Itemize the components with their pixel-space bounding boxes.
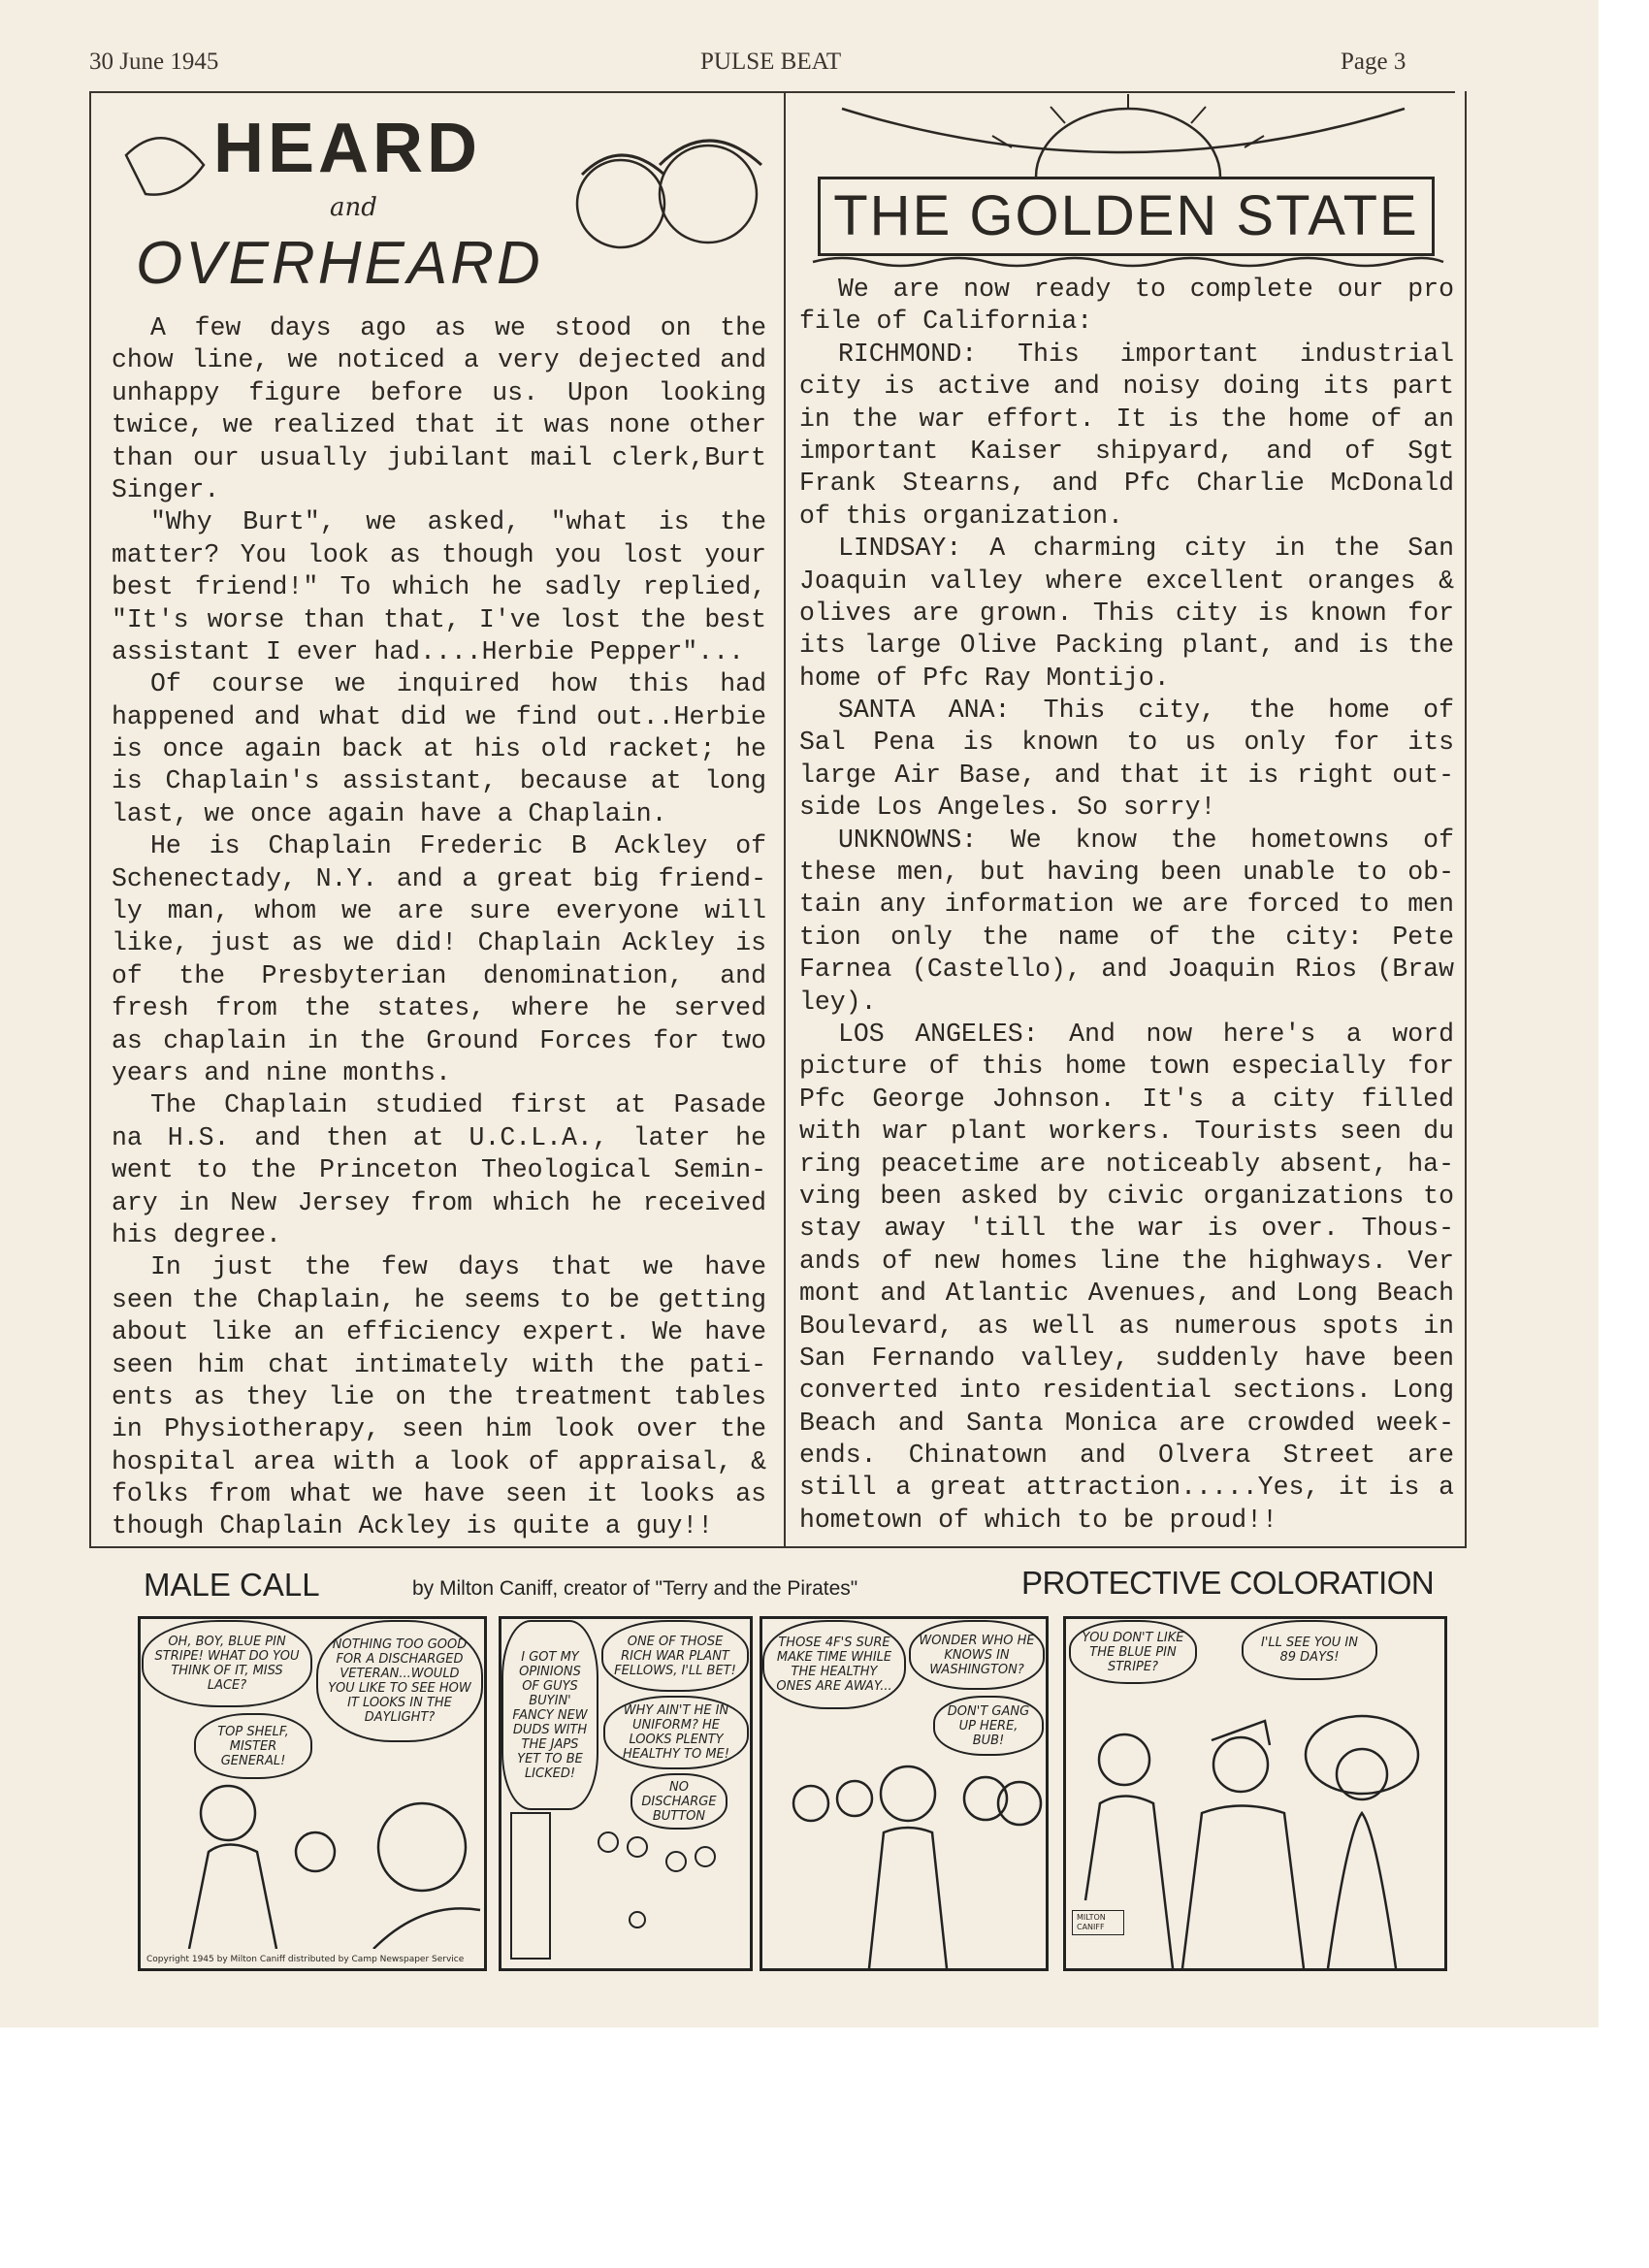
article-line: ving been asked by civic organizations to — [799, 1181, 1454, 1211]
article-line: ley). — [799, 987, 877, 1017]
article-line: large Air Base, and that it is right out- — [799, 760, 1454, 790]
speech-bubble: I GOT MY OPINIONS OF GUYS BUYIN' FANCY NEW DUDS WITH THE JAPS YET TO BE LICKED! — [501, 1620, 598, 1810]
article-line: important Kaiser shipyard, and of Sgt — [799, 436, 1454, 466]
speech-bubble: THOSE 4F'S SURE MAKE TIME WHILE THE HEALTHY ONES ARE AWAY... — [762, 1620, 906, 1709]
article-line: "Why Burt", we asked, "what is the — [150, 507, 766, 537]
article-line: RICHMOND: This important industrial — [838, 339, 1454, 369]
article-line: Farnea (Castello), and Joaquin Rios (Braw — [799, 955, 1454, 985]
comic-title: MALE CALL — [144, 1567, 320, 1603]
article-line: about like an efficiency expert. We have — [112, 1317, 766, 1347]
banner-title: THE GOLDEN STATE — [818, 177, 1435, 256]
article-line: Sal Pena is known to us only for its — [799, 728, 1454, 758]
speech-bubble: NO DISCHARGE BUTTON — [630, 1773, 728, 1830]
article-line: Joaquin valley where excellent oranges & — [799, 566, 1454, 596]
heard-and-overheard-title — [107, 97, 776, 306]
article-line: its large Olive Packing plant, and is the — [799, 631, 1454, 661]
article-line: SANTA ANA: This city, the home of — [838, 696, 1454, 726]
article-line: fresh from the states, where he served — [112, 993, 766, 1023]
article-line: is once again back at his old racket; he — [112, 734, 766, 764]
article-line: converted into residential sections. Long — [799, 1376, 1454, 1406]
article-line: Singer. — [112, 474, 220, 504]
article-line: than our usually jubilant mail clerk,Burt — [112, 442, 766, 472]
article-line: folks from what we have seen it looks as — [112, 1479, 766, 1509]
publication-name: PULSE BEAT — [700, 49, 842, 75]
artist-signature: MILTON CANIFF — [1072, 1910, 1124, 1935]
article-line: of the Presbyterian denomination, and — [112, 960, 766, 990]
article-line: Of course we inquired how this had — [150, 669, 766, 699]
article-line: in Physiotherapy, seen him look over the — [112, 1414, 766, 1444]
comic-episode-title: PROTECTIVE COLORATION — [1021, 1565, 1435, 1601]
article-line: went to the Princeton Theological Semin- — [112, 1155, 766, 1185]
comic-byline: by Milton Caniff, creator of "Terry and the Pirates" — [412, 1577, 858, 1600]
article-line: He is Chaplain Frederic B Ackley of — [150, 831, 766, 861]
article-line: twice, we realized that it was none other — [112, 410, 766, 440]
speech-bubble: WHY AIN'T HE IN UNIFORM? HE LOOKS PLENTY HEALTHY TO ME! — [603, 1696, 749, 1769]
article-line: UNKNOWNS: We know the hometowns of — [838, 825, 1454, 855]
column-divider — [784, 91, 786, 1546]
speech-bubble: ONE OF THOSE RICH WAR PLANT FELLOWS, I'LL BET! — [601, 1620, 749, 1692]
article-line: LINDSAY: A charming city in the San — [838, 534, 1454, 564]
speech-bubble: NOTHING TOO GOOD FOR A DISCHARGED VETERAN...WOULD YOU LIKE TO SEE HOW IT LOOKS IN THE DAYLIGHT? — [316, 1620, 483, 1742]
copyright-notice: Copyright 1945 by Milton Caniff distributed by Camp Newspaper Service — [146, 1955, 465, 1964]
article-line: side Los Angeles. So sorry! — [799, 793, 1216, 823]
article-line: We are now ready to complete our pro — [838, 275, 1454, 304]
article-line: Frank Stearns, and Pfc Charlie McDonald — [799, 469, 1454, 499]
right-rule — [1465, 91, 1467, 1546]
article-line: last, we once again have a Chaplain. — [112, 798, 667, 828]
article-line: seen the Chaplain, he seems to be getting — [112, 1284, 766, 1314]
article-line: ends. Chinatown and Olvera Street are — [799, 1441, 1454, 1471]
article-line: chow line, we noticed a very dejected and — [112, 345, 766, 375]
article-line: still a great attraction.....Yes, it is a — [799, 1473, 1454, 1503]
article-line: best friend!" To which he sadly replied, — [112, 572, 766, 602]
article-line: like, just as we did! Chaplain Ackley is — [112, 928, 766, 958]
title-overheard: OVERHEARD — [136, 230, 543, 297]
article-line: ands of new homes line the highways. Ver — [799, 1246, 1454, 1276]
article-line: In just the few days that we have — [150, 1252, 766, 1282]
article-line: of this organization. — [799, 501, 1123, 531]
article-line: San Fernando valley, suddenly have been — [799, 1343, 1454, 1373]
article-line: LOS ANGELES: And now here's a word — [838, 1019, 1454, 1049]
title-and: and — [330, 193, 377, 222]
article-line: though Chaplain Ackley is quite a guy!! — [112, 1511, 714, 1541]
speech-bubble: I'LL SEE YOU IN 89 DAYS! — [1242, 1620, 1377, 1680]
article-line: tain any information we are forced to men — [799, 890, 1454, 920]
golden-state-banner — [803, 89, 1448, 269]
article-line: is Chaplain's assistant, because at long — [112, 766, 766, 796]
article-line: "It's worse than that, I've lost the best — [112, 604, 766, 634]
speech-bubble: WONDER WHO HE KNOWS IN WASHINGTON? — [909, 1620, 1045, 1690]
article-line: tion only the name of the city: Pete — [799, 922, 1454, 952]
left-rule — [89, 91, 91, 1546]
speech-bubble: OH, BOY, BLUE PIN STRIPE! WHAT DO YOU THINK OF IT, MISS LACE? — [142, 1620, 312, 1707]
article-line: ary in New Jersey from which he received — [112, 1187, 766, 1217]
article-line: with war plant workers. Tourists seen du — [799, 1117, 1454, 1147]
article-line: happened and what did we find out..Herbie — [112, 701, 766, 731]
article-line: olives are grown. This city is known for — [799, 598, 1454, 628]
article-line: na H.S. and then at U.C.L.A., later he — [112, 1122, 766, 1152]
bottom-rule — [89, 1546, 1467, 1548]
article-line: file of California: — [799, 307, 1093, 337]
article-line: ly man, whom we are sure everyone will — [112, 896, 766, 926]
article-line: city is active and noisy doing its part — [799, 372, 1454, 402]
golden-state-article — [799, 274, 1454, 1537]
title-heard: HEARD — [213, 110, 482, 187]
article-line: seen him chat intimately with the pati- — [112, 1349, 766, 1379]
article-line: assistant I ever had....Herbie Pepper"... — [112, 636, 745, 666]
article-line: hospital area with a look of appraisal, & — [112, 1446, 766, 1476]
article-line: A few days ago as we stood on the — [150, 313, 766, 342]
speech-bubble: TOP SHELF, MISTER GENERAL! — [194, 1713, 312, 1779]
article-line: matter? You look as though you lost your — [112, 539, 766, 569]
article-line: in the war effort. It is the home of an — [799, 404, 1454, 434]
article-line: Pfc George Johnson. It's a city filled — [799, 1084, 1454, 1114]
article-line: mont and Atlantic Avenues, and Long Beach — [799, 1279, 1454, 1309]
page-number: Page 3 — [1341, 49, 1406, 75]
heard-and-overheard-article — [112, 312, 766, 1543]
issue-date: 30 June 1945 — [89, 49, 219, 75]
article-line: as chaplain in the Ground Forces for two — [112, 1025, 766, 1055]
article-line: unhappy figure before us. Upon looking — [112, 377, 766, 407]
speech-bubble: YOU DON'T LIKE THE BLUE PIN STRIPE? — [1069, 1620, 1197, 1684]
article-line: home of Pfc Ray Montijo. — [799, 663, 1170, 693]
article-line: stay away 'till the war is over. Thous- — [799, 1214, 1454, 1244]
article-line: hometown of which to be proud!! — [799, 1505, 1277, 1535]
article-line: his degree. — [112, 1219, 281, 1249]
article-line: Schenectady, N.Y. and a great big friend- — [112, 863, 766, 893]
speech-bubble: DON'T GANG UP HERE, BUB! — [933, 1696, 1044, 1756]
article-line: these men, but having been unable to ob- — [799, 858, 1454, 888]
article-line: Beach and Santa Monica are crowded week- — [799, 1408, 1454, 1438]
article-line: ring peacetime are noticeably absent, ha- — [799, 1149, 1454, 1179]
article-line: ents as they lie on the treatment tables — [112, 1381, 766, 1411]
article-line: years and nine months. — [112, 1057, 451, 1087]
article-line: picture of this home town especially for — [799, 1052, 1454, 1082]
article-line: The Chaplain studied first at Pasade — [150, 1090, 766, 1120]
article-line: Boulevard, as well as numerous spots in — [799, 1311, 1454, 1341]
